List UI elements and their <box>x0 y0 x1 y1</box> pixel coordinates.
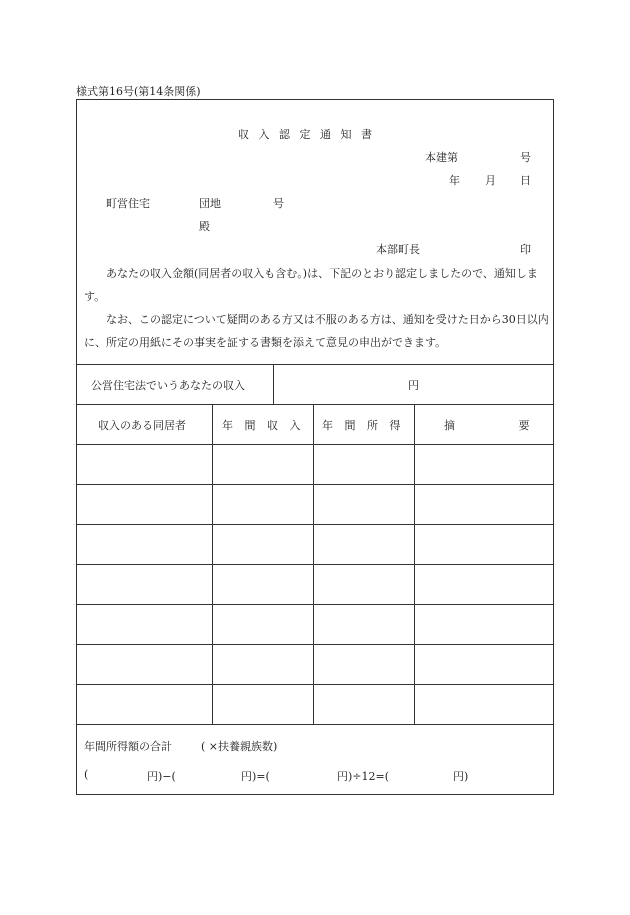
total-label: 年間所得額の合計 <box>84 740 172 753</box>
table-header-2: 年 間 収 入 <box>222 419 305 432</box>
income-label: 公営住宅法でいうあなたの収入 <box>91 379 245 392</box>
formula-part-2: 円)−( <box>147 770 176 783</box>
table-row-border <box>76 564 554 565</box>
doc-number-suffix: 号 <box>520 151 531 164</box>
table-header-1: 収入のある同居者 <box>98 419 186 432</box>
address-estate: 団地 <box>199 197 221 210</box>
table-top-border <box>76 404 554 405</box>
formula-part-3: 円)=( <box>241 770 270 783</box>
doc-number-prefix: 本建第 <box>425 151 458 164</box>
table-row-border <box>76 524 554 525</box>
table-row-border <box>76 644 554 645</box>
table-column-border <box>414 404 415 724</box>
form-number-label: 様式第16号(第14条関係) <box>76 85 201 98</box>
income-unit: 円 <box>408 379 419 392</box>
table-column-border <box>212 404 213 724</box>
table-row-border <box>76 444 554 445</box>
address-number: 号 <box>273 197 284 210</box>
date-day: 日 <box>520 174 531 187</box>
date-month: 月 <box>485 174 496 187</box>
table-header-3: 年 間 所 得 <box>322 419 405 432</box>
table-row-border <box>76 684 554 685</box>
notice-paragraph-2: なお、この認定について疑問のある方又は不服のある方は、通知を受けた日から30日以内に、所定の用紙にその事実を証する書類を添えて意見の申出ができます。 <box>84 313 549 349</box>
table-header-4: 摘 要 <box>444 419 530 432</box>
formula-part-5: 円) <box>453 770 469 783</box>
table-row-border <box>76 604 554 605</box>
formula-part-1: ( <box>84 768 89 781</box>
table-row-border <box>76 484 554 485</box>
seal-mark: 印 <box>520 243 531 256</box>
addressee-honorific: 殿 <box>199 220 210 233</box>
date-year: 年 <box>449 174 460 187</box>
document-title: 収 入 認 定 通 知 書 <box>238 128 375 141</box>
address-housing: 町営住宅 <box>106 197 150 210</box>
total-dependents: ( ×扶養親族数) <box>201 740 278 753</box>
divider <box>273 364 274 404</box>
table-column-border <box>313 404 314 724</box>
notice-paragraph-1: あなたの収入金額(同居者の収入も含む。)は、下記のとおり認定しましたので、通知します。 <box>84 267 538 303</box>
formula-part-4: 円)÷12=( <box>337 770 390 783</box>
table-row-border <box>76 724 554 725</box>
issuer-name: 本部町長 <box>376 243 420 256</box>
divider <box>76 364 554 365</box>
